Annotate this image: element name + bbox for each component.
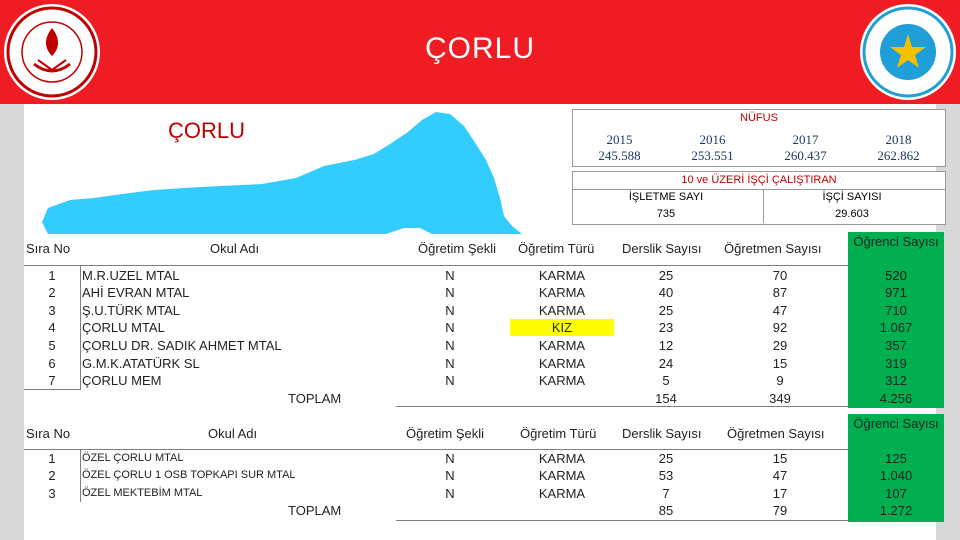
t1-header-derslik: Derslik Sayısı xyxy=(622,241,702,256)
t2-header-derslik: Derslik Sayısı xyxy=(622,426,702,441)
t1-header-sira: Sıra No xyxy=(26,241,71,256)
isletme-value: 735 xyxy=(656,208,676,220)
pop-year-2016: 2016 xyxy=(699,132,726,147)
employment-box xyxy=(572,171,946,225)
t2-header-ogrenci: Öğrenci Sayısı xyxy=(853,416,939,431)
table-row: 2 AHİ EVRAN MTAL N KARMA 40 87 971 xyxy=(48,285,907,300)
population-label: NÜFUS xyxy=(740,112,778,124)
t1-header-okul: Okul Adı xyxy=(210,241,260,256)
t1-bottom-rule-left xyxy=(24,389,80,390)
t1-header-sekil: Öğretim Şekli xyxy=(418,241,497,256)
t2-header-sekil: Öğretim Şekli xyxy=(406,426,485,441)
t1-total-derslik: 154 xyxy=(655,391,677,406)
meb-logo-icon xyxy=(4,4,100,100)
t2-header-sira: Sıra No xyxy=(26,426,71,441)
t2-total-ogrenci: 1.272 xyxy=(879,503,913,518)
isci-label: İŞÇİ SAYISI xyxy=(822,191,882,203)
pop-value-2017: 260.437 xyxy=(784,148,827,163)
t1-header-ogretmen: Öğretmen Sayısı xyxy=(724,241,822,256)
isci-value: 29.603 xyxy=(835,208,869,220)
t1-total-ogrenci: 4.256 xyxy=(879,391,913,406)
pop-year-2018: 2018 xyxy=(885,132,912,147)
t2-header-tur: Öğretim Türü xyxy=(520,426,597,441)
t2-total-label: TOPLAM xyxy=(288,503,342,518)
table-row: 1 M.R.UZEL MTAL N KARMA 25 70 520 xyxy=(48,268,907,283)
pop-value-2015: 245.588 xyxy=(598,148,641,163)
employment-title: 10 ve ÜZERİ İŞÇİ ÇALIŞTIRAN xyxy=(681,174,837,186)
table-row: 6 G.M.K.ATATÜRK SL N KARMA 24 15 319 xyxy=(48,356,907,371)
t1-header-tur: Öğretim Türü xyxy=(518,241,595,256)
pop-year-2015: 2015 xyxy=(606,132,633,147)
t1-header-rule xyxy=(24,265,848,266)
kiz-highlight: KIZ xyxy=(510,319,614,336)
t1-total-ogretmen: 349 xyxy=(769,391,791,406)
table-row: 3 ÖZEL MEKTEBİM MTAL N KARMA 7 17 107 xyxy=(48,486,907,501)
map-title: ÇORLU xyxy=(168,118,246,143)
table-row: 2 ÖZEL ÇORLU 1 OSB TOPKAPI SUR MTAL N KARMA 53 47 1.040 xyxy=(48,468,913,483)
t1-total-rule xyxy=(396,406,848,407)
table-row: 7 ÇORLU MEM N KARMA 5 9 312 xyxy=(48,373,907,388)
table-row: 4 ÇORLU MTAL N KIZ 23 92 1.067 xyxy=(48,320,913,335)
isletme-label: İŞLETME SAYI xyxy=(628,191,704,203)
table-row: 5 ÇORLU DR. SADIK AHMET MTAL N KARMA 12 29 357 xyxy=(48,338,907,353)
t2-header-okul: Okul Adı xyxy=(208,426,258,441)
pop-value-2018: 262.862 xyxy=(877,148,920,163)
t1-header-ogrenci: Öğrenci Sayısı xyxy=(853,234,939,249)
pop-year-2017: 2017 xyxy=(792,132,819,147)
population-box xyxy=(572,109,946,167)
table-row: 3 Ş.U.TÜRK MTAL N KARMA 25 47 710 xyxy=(48,303,907,318)
page-title: ÇORLU xyxy=(424,32,535,65)
t2-header-ogretmen: Öğretmen Sayısı xyxy=(727,426,825,441)
pop-value-2016: 253.551 xyxy=(691,148,734,163)
ilce-mudurlugu-logo-icon xyxy=(860,4,956,100)
t2-total-derslik: 85 xyxy=(658,503,674,518)
t2-total-ogretmen: 79 xyxy=(772,503,788,518)
corlu-map xyxy=(24,104,544,234)
t2-total-rule xyxy=(396,520,848,521)
left-margin-bar xyxy=(0,104,24,540)
t1-total-label: TOPLAM xyxy=(288,391,342,406)
employment-divider xyxy=(573,189,945,190)
table-row: 1 ÖZEL ÇORLU MTAL N KARMA 25 15 125 xyxy=(48,451,907,466)
